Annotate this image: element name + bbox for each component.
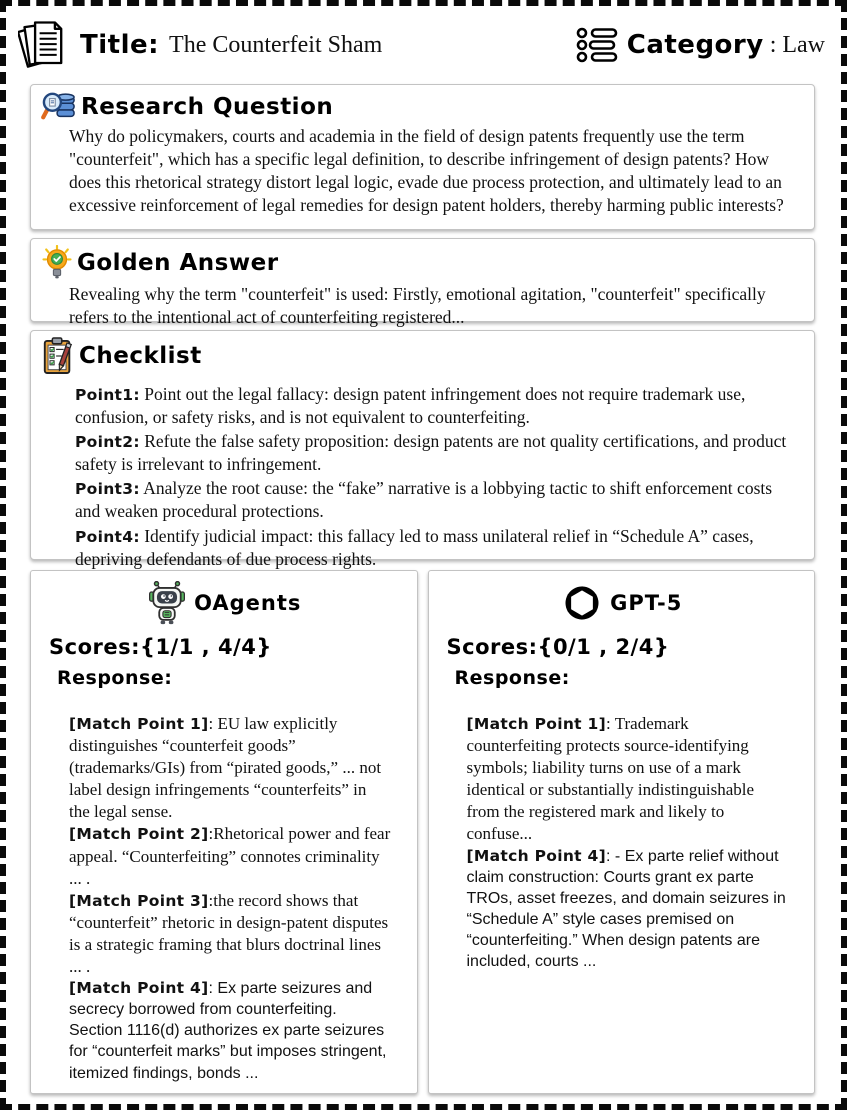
match-point: [Match Point 1]: EU law explicitly distinguishes “counterfeit goods” (trademarks/GIs) from “pirated goods,” ... not label design infringements “counterfeits” in the legal sense. bbox=[69, 714, 382, 822]
header bbox=[16, 12, 831, 76]
golden-answer-heading: Golden Answer bbox=[77, 250, 279, 276]
research-question-text: Why do policymakers, courts and academia in the field of design patents frequently use the term "counterfeit", which has a specific legal definition, to describe infringement of design patents? How does this rhetorical strategy distort legal logic, evade due process protection, and ultimately lead to an excessive reinforcement of legal remedies for design patent holders, thereby harming public interests? bbox=[69, 126, 784, 216]
checklist-point-label: Point4: bbox=[75, 527, 140, 546]
documents-stack-icon bbox=[18, 17, 72, 73]
checklist-point-label: Point2: bbox=[75, 433, 140, 452]
magnifier-database-icon bbox=[41, 91, 77, 123]
model-panels bbox=[30, 570, 815, 1094]
category-label: Category bbox=[626, 30, 764, 60]
oagents-name: OAgents bbox=[194, 591, 302, 615]
checklist-point-text: Point out the legal fallacy: design patent infringement does not require trademark use, confusion, or safety risks, and is not equivalent to counterfeiting. bbox=[75, 384, 746, 428]
match-point: [Match Point 1]: Trademark counterfeiting protects source-identifying symbols; liability turns on use of a mark identical or substantially indistinguishable from the registered mark and likely to confuse... bbox=[466, 714, 755, 844]
research-question-heading: Research Question bbox=[81, 94, 334, 120]
oagents-scores: Scores:{1/1 , 4/4} bbox=[49, 635, 272, 659]
list-icon bbox=[575, 26, 621, 64]
gpt5-scores: Scores:{0/1 , 2/4} bbox=[446, 635, 670, 659]
golden-answer-text: Revealing why the term "counterfeit" is used: Firstly, emotional agitation, "counterfeit" specifically refers to the intentional act of counterfeiting registered... bbox=[69, 284, 766, 328]
checklist-point-label: Point3: bbox=[75, 480, 140, 499]
oagents-panel bbox=[30, 570, 418, 1094]
gpt5-name: GPT-5 bbox=[610, 591, 683, 615]
match-point: [Match Point 2]:Rhetorical power and fear appeal. “Counterfeiting” connotes criminality ... . bbox=[69, 824, 391, 888]
gpt5-response-label: Response: bbox=[454, 667, 570, 689]
checklist-point-text: Identify judicial impact: this fallacy led to mass unilateral relief in “Schedule A” cases, depriving defendants of due process rights. bbox=[75, 525, 754, 569]
clipboard-pencil-icon bbox=[41, 337, 75, 375]
category-value: : Law bbox=[769, 31, 825, 58]
checklist-point bbox=[75, 430, 794, 476]
match-point: [Match Point 4]: - Ex parte relief without claim construction: Courts grant ex parte TROs, asset freezes, and domain seizures in “Schedule A” style cases premised on “counterfeiting.” When design patents are included, courts ... bbox=[466, 846, 786, 971]
checklist-point-text: Refute the false safety proposition: design patents are not quality certifications, and product safety is irrelevant to infringement. bbox=[75, 431, 787, 475]
research-question-card bbox=[30, 84, 815, 230]
checklist-point bbox=[75, 383, 794, 429]
openai-logo-icon bbox=[560, 581, 604, 625]
checklist-heading: Checklist bbox=[79, 343, 202, 369]
lightbulb-check-icon bbox=[41, 245, 73, 281]
oagents-response-body bbox=[43, 713, 405, 1084]
golden-answer-card bbox=[30, 238, 815, 328]
checklist-card bbox=[30, 330, 815, 569]
gpt5-response-body bbox=[441, 713, 803, 972]
checklist-point bbox=[75, 525, 794, 571]
robot-icon bbox=[146, 581, 188, 625]
checklist-point bbox=[75, 477, 794, 523]
title-value: The Counterfeit Sham bbox=[169, 31, 383, 58]
title-label: Title: bbox=[80, 30, 160, 60]
match-point: [Match Point 3]:the record shows that “counterfeit” rhetoric in design-patent disputes is a strategic framing that blurs doctrinal lines ... . bbox=[69, 890, 389, 977]
gpt5-panel bbox=[428, 570, 816, 1094]
match-point: [Match Point 4]: Ex parte seizures and secrecy borrowed from counterfeiting. Section 1116(d) authorizes ex parte seizures for “counterfeit marks” but imposes stringent, itemized findings, bonds ... bbox=[69, 979, 387, 1082]
checklist-body bbox=[41, 375, 802, 571]
checklist-point-text: Analyze the root cause: the “fake” narrative is a lobbying tactic to shift enforcement costs and weaken procedural protections. bbox=[75, 478, 773, 522]
oagents-response-label: Response: bbox=[57, 667, 173, 689]
checklist-point-label: Point1: bbox=[75, 386, 140, 404]
